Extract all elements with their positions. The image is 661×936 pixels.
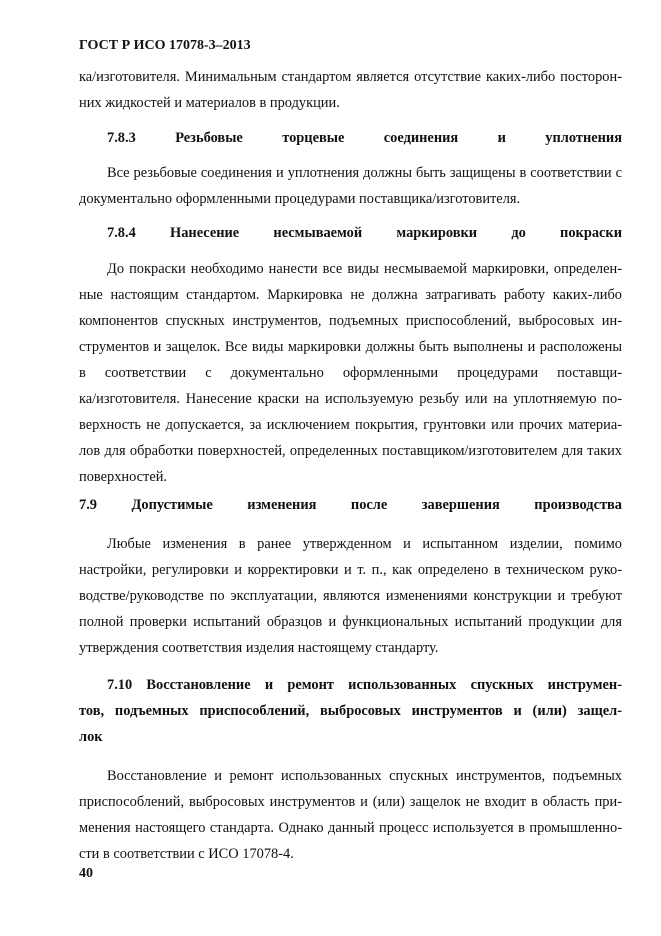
paragraph-line: настройки, регулировки и корректировки и т. п., как определено в техническом руко- xyxy=(79,562,622,578)
section-7-8-3-heading-block xyxy=(79,125,622,151)
section-heading-7-10-cont: тов, подъемных приспособлений, выбросовых инструментов и (или) защел- xyxy=(79,703,622,719)
paragraph-line: ные настоящим стандартом. Маркировка не должна затрагивать работу каких-либо xyxy=(79,287,622,303)
paragraph-line: Любые изменения в ранее утвержденном и испытанном изделии, помимо xyxy=(107,536,622,552)
paragraph-line: поверхностей. xyxy=(79,469,168,485)
paragraph-line: полной проверки испытаний образцов и функциональных испытаний продукции для xyxy=(79,614,622,630)
paragraph-line: Восстановление и ремонт использованных спускных инструментов, подъемных xyxy=(107,768,622,784)
paragraph-line: струментов и защелок. Все виды маркировки должны быть выполнены и расположены xyxy=(79,339,622,355)
paragraph-line: утверждения соответствия изделия настоящему стандарту. xyxy=(79,640,439,656)
paragraph-line: компонентов спускных инструментов, подъемных приспособлений, выбросовых ин- xyxy=(79,313,622,329)
paragraph-line: в соответствии с документально оформленными процедурами поставщи- xyxy=(79,365,622,381)
section-heading-7-10: 7.10 Восстановление и ремонт использованных спускных инструмен- xyxy=(107,677,622,693)
section-7-10-paragraph xyxy=(79,763,622,867)
section-7-9-paragraph xyxy=(79,531,622,661)
document-header: ГОСТ Р ИСО 17078-3–2013 xyxy=(79,38,251,53)
paragraph-line: документально оформленными процедурами поставщика/изготовителя. xyxy=(79,191,521,207)
paragraph-line: приспособлений, выбросовых инструментов и (или) защелок не входит в область при- xyxy=(79,794,622,810)
section-7-9-heading-block xyxy=(79,492,622,518)
paragraph-line: них жидкостей и материалов в продукции. xyxy=(79,95,340,111)
page-number: 40 xyxy=(79,866,93,881)
paragraph-line: водстве/руководстве по эксплуатации, являются изменениями конструкции и требуют xyxy=(79,588,622,604)
paragraph-line: лов для обработки поверхностей, определенных поставщиком/изготовителем для таких xyxy=(79,443,622,459)
paragraph-line: менения настоящего стандарта. Однако данный процесс используется в промышленно- xyxy=(79,820,622,836)
paragraph-line: верхность не допускается, за исключением покрытия, грунтовки или прочих материа- xyxy=(79,417,622,433)
section-7-8-3-paragraph xyxy=(79,160,622,212)
paragraph-line: До покраски необходимо нанести все виды несмываемой маркировки, определен- xyxy=(107,261,622,277)
section-7-10-heading-block xyxy=(79,672,622,750)
intro-paragraph xyxy=(79,64,622,116)
paragraph-line: сти в соответствии с ИСО 17078-4. xyxy=(79,846,294,862)
section-heading-7-8-3: 7.8.3 Резьбовые торцевые соединения и уплотнения xyxy=(107,130,622,146)
paragraph-line: ка/изготовителя. Нанесение краски на используемую резьбу или на уплотняемую по- xyxy=(79,391,622,407)
paragraph-line: ка/изготовителя. Минимальным стандартом является отсутствие каких-либо посторон- xyxy=(79,69,622,85)
section-heading-7-8-4: 7.8.4 Нанесение несмываемой маркировки до покраски xyxy=(107,225,622,241)
section-heading-7-10-cont: лок xyxy=(79,729,103,745)
section-heading-7-9: 7.9 Допустимые изменения после завершения производства xyxy=(79,497,622,513)
section-7-8-4-heading-block xyxy=(79,220,622,246)
section-7-8-4-paragraph xyxy=(79,256,622,490)
paragraph-line: Все резьбовые соединения и уплотнения должны быть защищены в соответствии с xyxy=(107,165,622,181)
